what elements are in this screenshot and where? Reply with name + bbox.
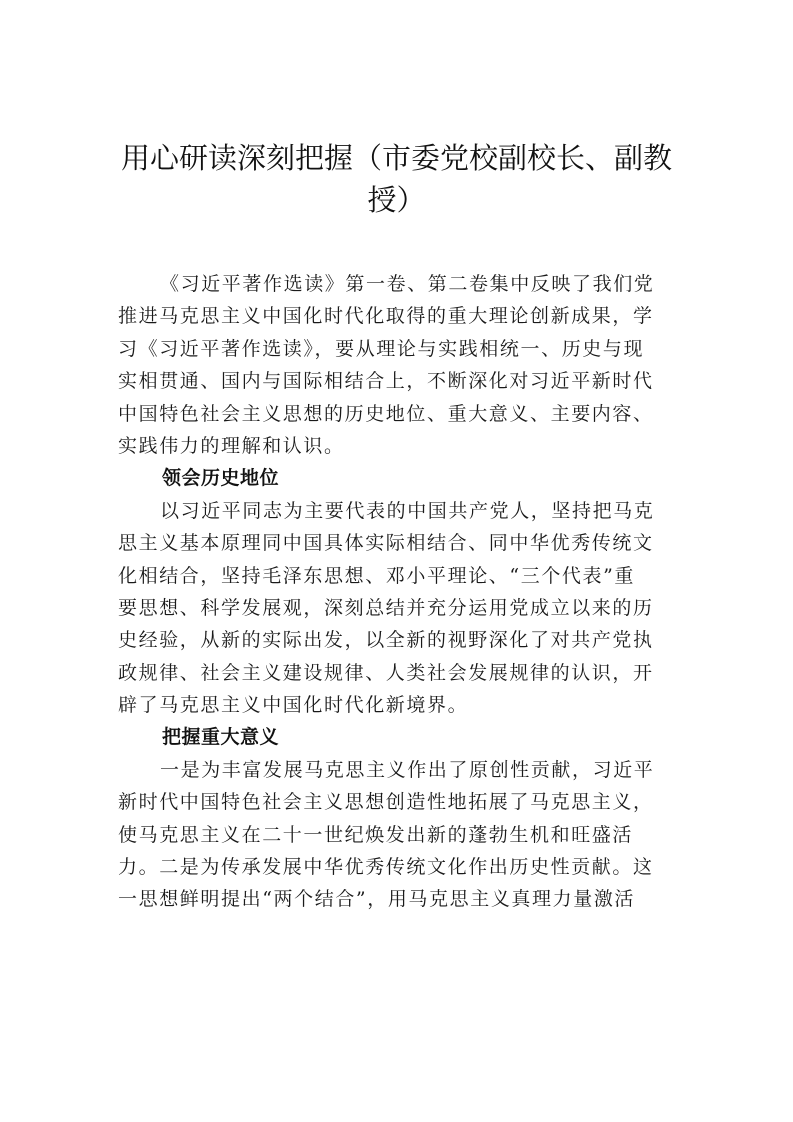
paragraph-line: 要思想、科学发展观，深刻总结并充分运用党成立以来的历 bbox=[118, 596, 654, 619]
paragraph-line: 新时代中国特色社会主义思想创造性地拓展了马克思主义， bbox=[118, 791, 654, 814]
paragraph-line: 习《习近平著作选读》，要从理论与实践相统一、历史与现 bbox=[118, 337, 645, 360]
paragraph-line: 《习近平著作选读》第一卷、第二卷集中反映了我们党 bbox=[160, 273, 655, 295]
document-title bbox=[100, 137, 693, 221]
document-body bbox=[118, 268, 678, 916]
paragraph-line: 实践伟力的理解和认识。 bbox=[118, 434, 345, 457]
paragraph-line: 思主义基本原理同中国具体实际相结合、同中华优秀传统文 bbox=[118, 532, 654, 555]
paragraph-line: 力。二是为传承发展中华优秀传统文化作出历史性贡献。这 bbox=[118, 856, 654, 879]
paragraph-line: 使马克思主义在二十一世纪焕发出新的蓬勃生机和旺盛活 bbox=[118, 823, 634, 846]
paragraph-intro bbox=[118, 268, 678, 462]
paragraph-line: 辟了马克思主义中国化时代化新境界。 bbox=[118, 694, 469, 717]
section-heading-significance: 把握重大意义 bbox=[162, 726, 280, 749]
paragraph-line: 中国特色社会主义思想的历史地位、重大意义、主要内容、 bbox=[118, 402, 654, 425]
paragraph-line: 一思想鲜明提出“两个结合”，用马克思主义真理力量激活 bbox=[118, 888, 636, 911]
paragraph-line: 一是为丰富发展马克思主义作出了原创性贡献，习近平 bbox=[160, 758, 655, 781]
paragraph-line: 史经验，从新的实际出发，以全新的视野深化了对共产党执 bbox=[118, 629, 654, 652]
paragraph-line: 化相结合，坚持毛泽东思想、邓小平理论、“三个代表”重 bbox=[118, 564, 636, 587]
title-line-2: 授） bbox=[367, 183, 426, 217]
section-heading-historical-status: 领会历史地位 bbox=[162, 467, 280, 490]
paragraph-line: 政规律、社会主义建设规律、人类社会发展规律的认识，开 bbox=[118, 661, 654, 684]
paragraph-line: 实相贯通、国内与国际相结合上，不断深化对习近平新时代 bbox=[118, 370, 654, 393]
paragraph-significance bbox=[118, 754, 678, 916]
paragraph-line: 以习近平同志为主要代表的中国共产党人，坚持把马克 bbox=[160, 499, 655, 522]
paragraph-line: 推进马克思主义中国化时代化取得的重大理论创新成果，学 bbox=[118, 305, 654, 328]
paragraph-historical-status bbox=[118, 495, 678, 722]
title-line-1: 用心研读深刻把握（市委党校副校长、副教 bbox=[120, 141, 672, 175]
